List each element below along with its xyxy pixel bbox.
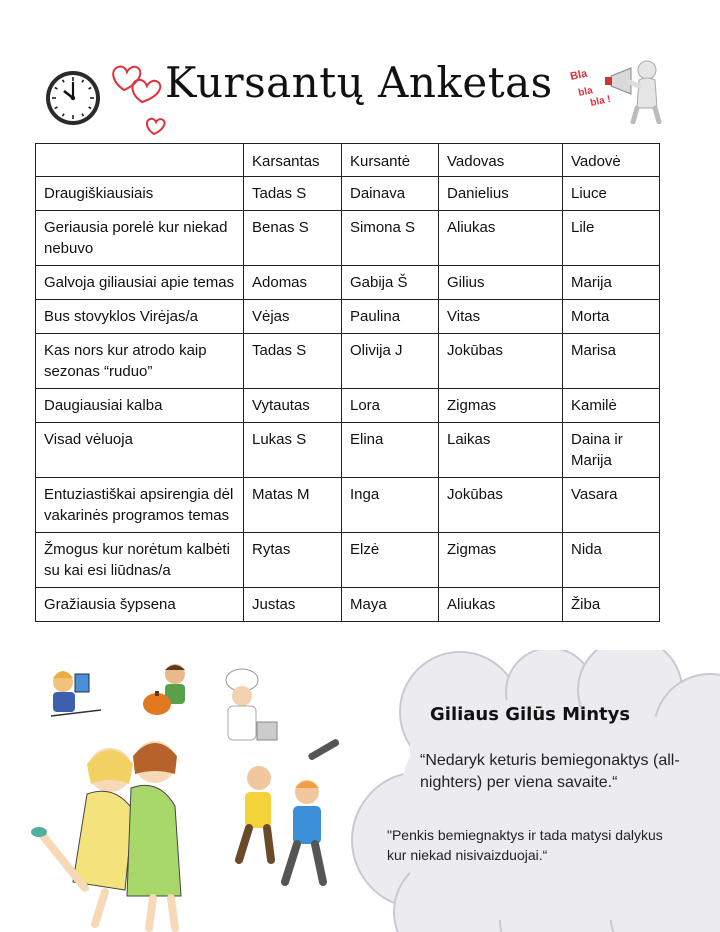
- table-row: [36, 266, 660, 300]
- category-cell: Kas nors kur atrodo kaip sezonas “ruduo”: [36, 334, 244, 389]
- vadove-cell: Marija: [563, 266, 660, 300]
- vadovas-cell: Jokūbas: [439, 334, 563, 389]
- table-row: [36, 300, 660, 334]
- blah-word-3: bla !: [589, 93, 612, 109]
- header-cell-kursante: Kursantė: [342, 144, 439, 177]
- blah-word-2: bla: [577, 85, 594, 99]
- vadove-cell: Vasara: [563, 478, 660, 533]
- category-cell: Visad vėluoja: [36, 423, 244, 478]
- category-cell: Bus stovyklos Virėjas/a: [36, 300, 244, 334]
- vadove-cell: Nida: [563, 533, 660, 588]
- vadove-cell: Morta: [563, 300, 660, 334]
- table-header-row: [36, 144, 660, 177]
- header-cell-category: [36, 144, 244, 177]
- kursante-cell: Elzė: [342, 533, 439, 588]
- boys-figure: [239, 766, 323, 882]
- quote-one: “Nedaryk keturis bemiegonaktys (all-nighters) per viena savaite.“: [420, 752, 680, 791]
- kids-clipart: [25, 660, 365, 932]
- vadovas-cell: Zigmas: [439, 389, 563, 423]
- header-cell-karsantas: Karsantas: [244, 144, 342, 177]
- karsantas-cell: Tadas S: [244, 177, 342, 211]
- vadove-cell: Žiba: [563, 588, 660, 622]
- vadovas-cell: Danielius: [439, 177, 563, 211]
- thoughts-title: Giliaus Gilūs Mintys: [430, 704, 631, 725]
- karsantas-cell: Matas M: [244, 478, 342, 533]
- vadovas-cell: Aliukas: [439, 211, 563, 266]
- table-row: [36, 177, 660, 211]
- kursante-cell: Paulina: [342, 300, 439, 334]
- vadovas-cell: Gilius: [439, 266, 563, 300]
- kursante-cell: Lora: [342, 389, 439, 423]
- pumpkin-kid-figure: [143, 664, 185, 715]
- category-cell: Galvoja giliausiai apie temas: [36, 266, 244, 300]
- category-cell: Žmogus kur norėtum kalbėti su kai esi liūdnas/a: [36, 533, 244, 588]
- table-row: [36, 588, 660, 622]
- table-row: [36, 211, 660, 266]
- skateboard-icon: [307, 738, 340, 761]
- karsantas-cell: Vytautas: [244, 389, 342, 423]
- karsantas-cell: Adomas: [244, 266, 342, 300]
- karsantas-cell: Benas S: [244, 211, 342, 266]
- nominations-table: [35, 143, 660, 622]
- category-cell: Entuziastiškai apsirengia dėl vakarinės programos temas: [36, 478, 244, 533]
- karsantas-cell: Vėjas: [244, 300, 342, 334]
- kursante-cell: Maya: [342, 588, 439, 622]
- hugging-girls-figure: [31, 741, 181, 928]
- vadove-cell: Kamilė: [563, 389, 660, 423]
- table-row: [36, 478, 660, 533]
- quote-two: "Penkis bemiegnaktys ir tada matysi dalykus kur niekad nisivaizduojai.“: [387, 827, 663, 863]
- vadove-cell: Marisa: [563, 334, 660, 389]
- karsantas-cell: Rytas: [244, 533, 342, 588]
- vadovas-cell: Laikas: [439, 423, 563, 478]
- kursante-cell: Inga: [342, 478, 439, 533]
- vadovas-cell: Aliukas: [439, 588, 563, 622]
- page-title: Kursantų Anketas: [165, 58, 553, 107]
- blah-megaphone-graphic: [565, 56, 665, 124]
- hearts-icon: [108, 62, 168, 140]
- category-cell: Draugiškiausiais: [36, 177, 244, 211]
- vadove-cell: Liuce: [563, 177, 660, 211]
- karsantas-cell: Lukas S: [244, 423, 342, 478]
- kursante-cell: Simona S: [342, 211, 439, 266]
- reading-kid-figure: [51, 671, 101, 716]
- kursante-cell: Dainava: [342, 177, 439, 211]
- table-row: [36, 533, 660, 588]
- category-cell: Gražiausia šypsena: [36, 588, 244, 622]
- kursante-cell: Olivija J: [342, 334, 439, 389]
- clock-icon: [44, 69, 102, 127]
- category-cell: Daugiausiai kalba: [36, 389, 244, 423]
- vadove-cell: Daina ir Marija: [563, 423, 660, 478]
- table-row: [36, 423, 660, 478]
- chef-figure: [226, 669, 277, 740]
- karsantas-cell: Justas: [244, 588, 342, 622]
- table-row: [36, 389, 660, 423]
- page-header: [0, 0, 720, 145]
- blah-word-1: Bla: [569, 67, 589, 83]
- vadove-cell: Lile: [563, 211, 660, 266]
- kursante-cell: Gabija Š: [342, 266, 439, 300]
- header-cell-vadovas: Vadovas: [439, 144, 563, 177]
- kursante-cell: Elina: [342, 423, 439, 478]
- header-cell-vadove: Vadovė: [563, 144, 660, 177]
- vadovas-cell: Zigmas: [439, 533, 563, 588]
- karsantas-cell: Tadas S: [244, 334, 342, 389]
- vadovas-cell: Vitas: [439, 300, 563, 334]
- category-cell: Geriausia porelė kur niekad nebuvo: [36, 211, 244, 266]
- vadovas-cell: Jokūbas: [439, 478, 563, 533]
- table-row: [36, 334, 660, 389]
